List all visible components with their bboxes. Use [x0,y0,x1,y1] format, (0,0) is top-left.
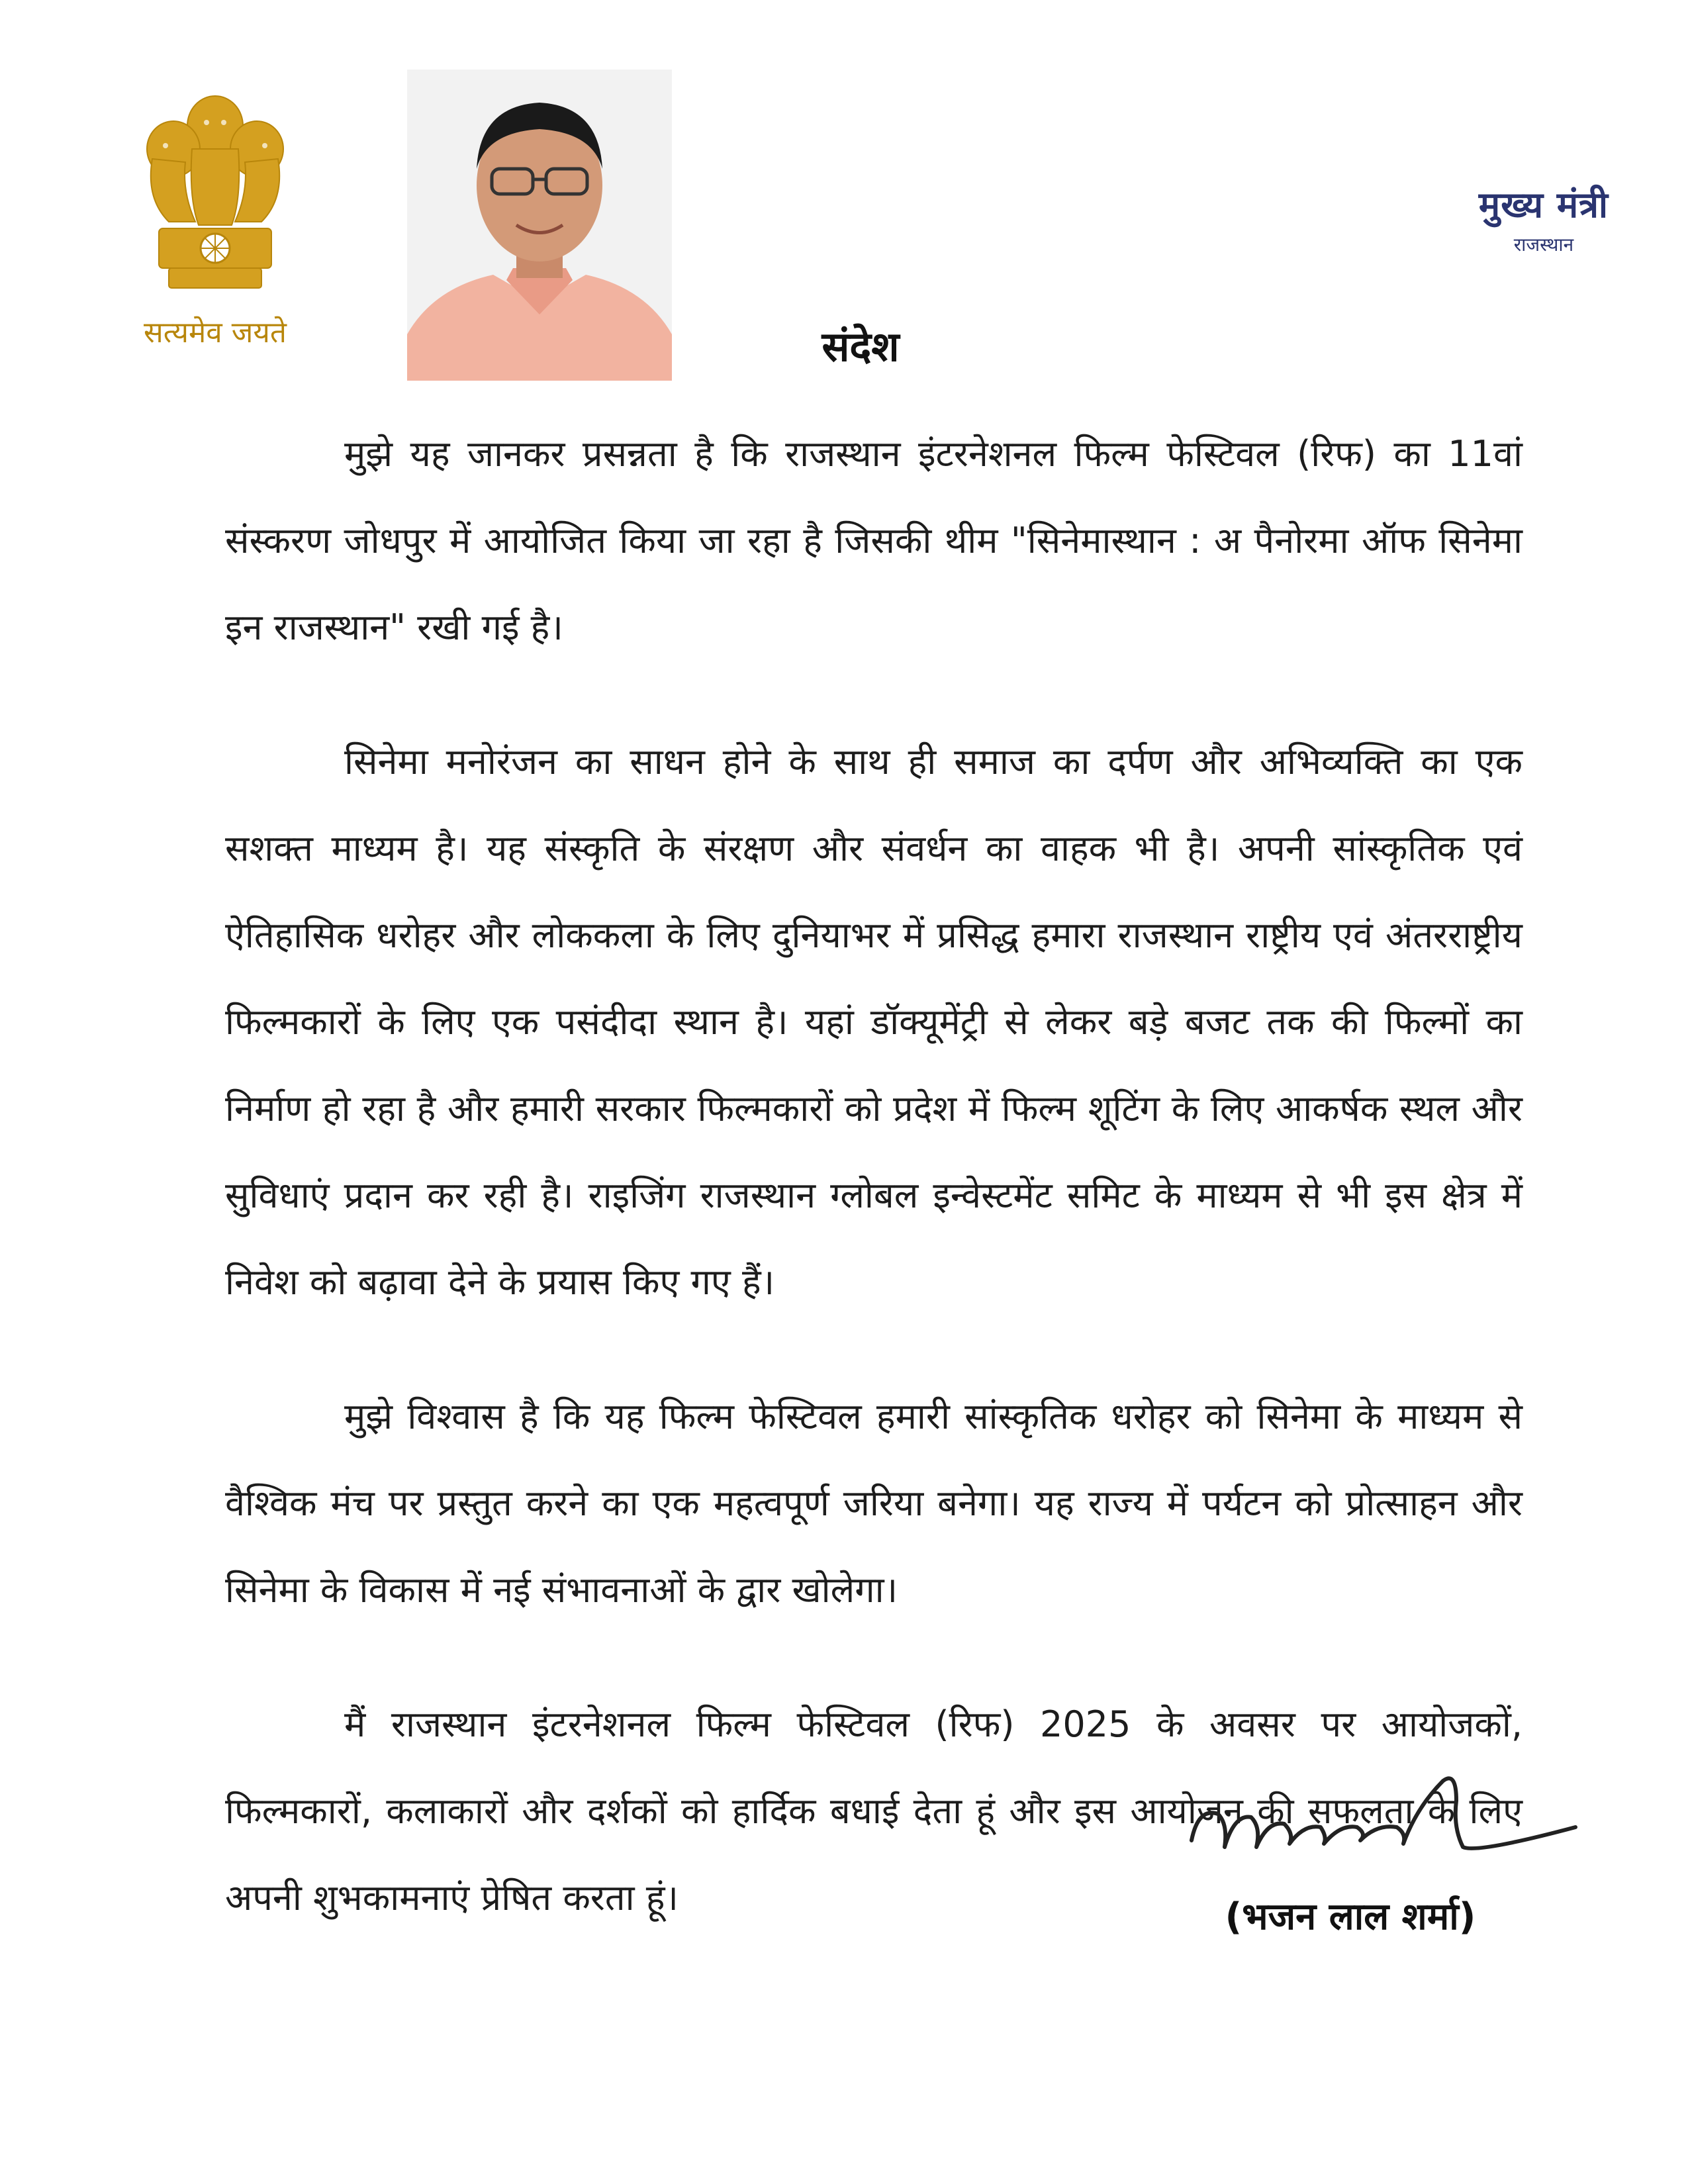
designation-state: राजस्थान [1513,234,1574,256]
designation-block [1479,179,1609,257]
message-body [225,410,1523,1989]
paragraph-1: मुझे यह जानकर प्रसन्नता है कि राजस्थान इंटरनेशनल फिल्म फेस्टिवल (रिफ) का 11वां संस्करण जोधपुर में आयोजित किया जा रहा है जिसकी थीम "सिनेमास्थान : अ पैनोरमा ऑफ सिनेमा इन राजस्थान" रखी गई है। [225,433,1523,648]
message-heading: संदेश [821,322,900,371]
paragraph-2: सिनेमा मनोरंजन का साधन होने के साथ ही समाज का दर्पण और अभिव्यक्ति का एक सशक्त माध्यम है। यह संस्कृति के संरक्षण और संवर्धन का वाहक भी है। अपनी सांस्कृतिक एवं ऐतिहासिक धरोहर और लोककला के लिए दुनियाभर में प्रसिद्ध हमारा राजस्थान राष्ट्रीय एवं अंतरराष्ट्रीय फिल्मकारों के लिए एक पसंदीदा स्थान है। यहां डॉक्यूमेंट्री से लेकर बड़े बजट तक की फिल्मों का निर्माण हो रहा है और हमारी सरकार फिल्मकारों को प्रदेश में फिल्म शूटिंग के लिए आकर्षक स्थल और सुविधाएं प्रदान कर रही है। राइजिंग राजस्थान ग्लोबल इन्वेस्टमेंट समिट के माध्यम से भी इस क्षेत्र में निवेश को बढ़ावा देने के प्रयास किए गए हैं। [225,741,1523,1303]
national-emblem-icon [132,86,298,318]
handwritten-signature [1178,1761,1589,1874]
emblem-motto: सत्यमेव जयते [143,316,287,350]
designation-title: मुख्य मंत्री [1478,184,1609,226]
signatory-name: (भजन लाल शर्मा) [1225,1895,1476,1938]
chief-minister-photo [407,70,672,381]
paragraph-3: मुझे विश्वास है कि यह फिल्म फेस्टिवल हमारी सांस्कृतिक धरोहर को सिनेमा के माध्यम से वैश्विक मंच पर प्रस्तुत करने का एक महत्वपूर्ण जरिया बनेगा। यह राज्य में पर्यटन को प्रोत्साहन और सिनेमा के विकास में नई संभावनाओं के द्वार खोलेगा। [225,1396,1523,1611]
paragraph-4: मैं राजस्थान इंटरनेशनल फिल्म फेस्टिवल (रिफ) 2025 के अवसर पर आयोजकों, फिल्मकारों, कलाकारों और दर्शकों को हार्दिक बधाई देता हूं और इस आयोजन की सफलता के लिए अपनी शुभकामनाएं प्रेषित करता हूं। [225,1703,1523,1919]
